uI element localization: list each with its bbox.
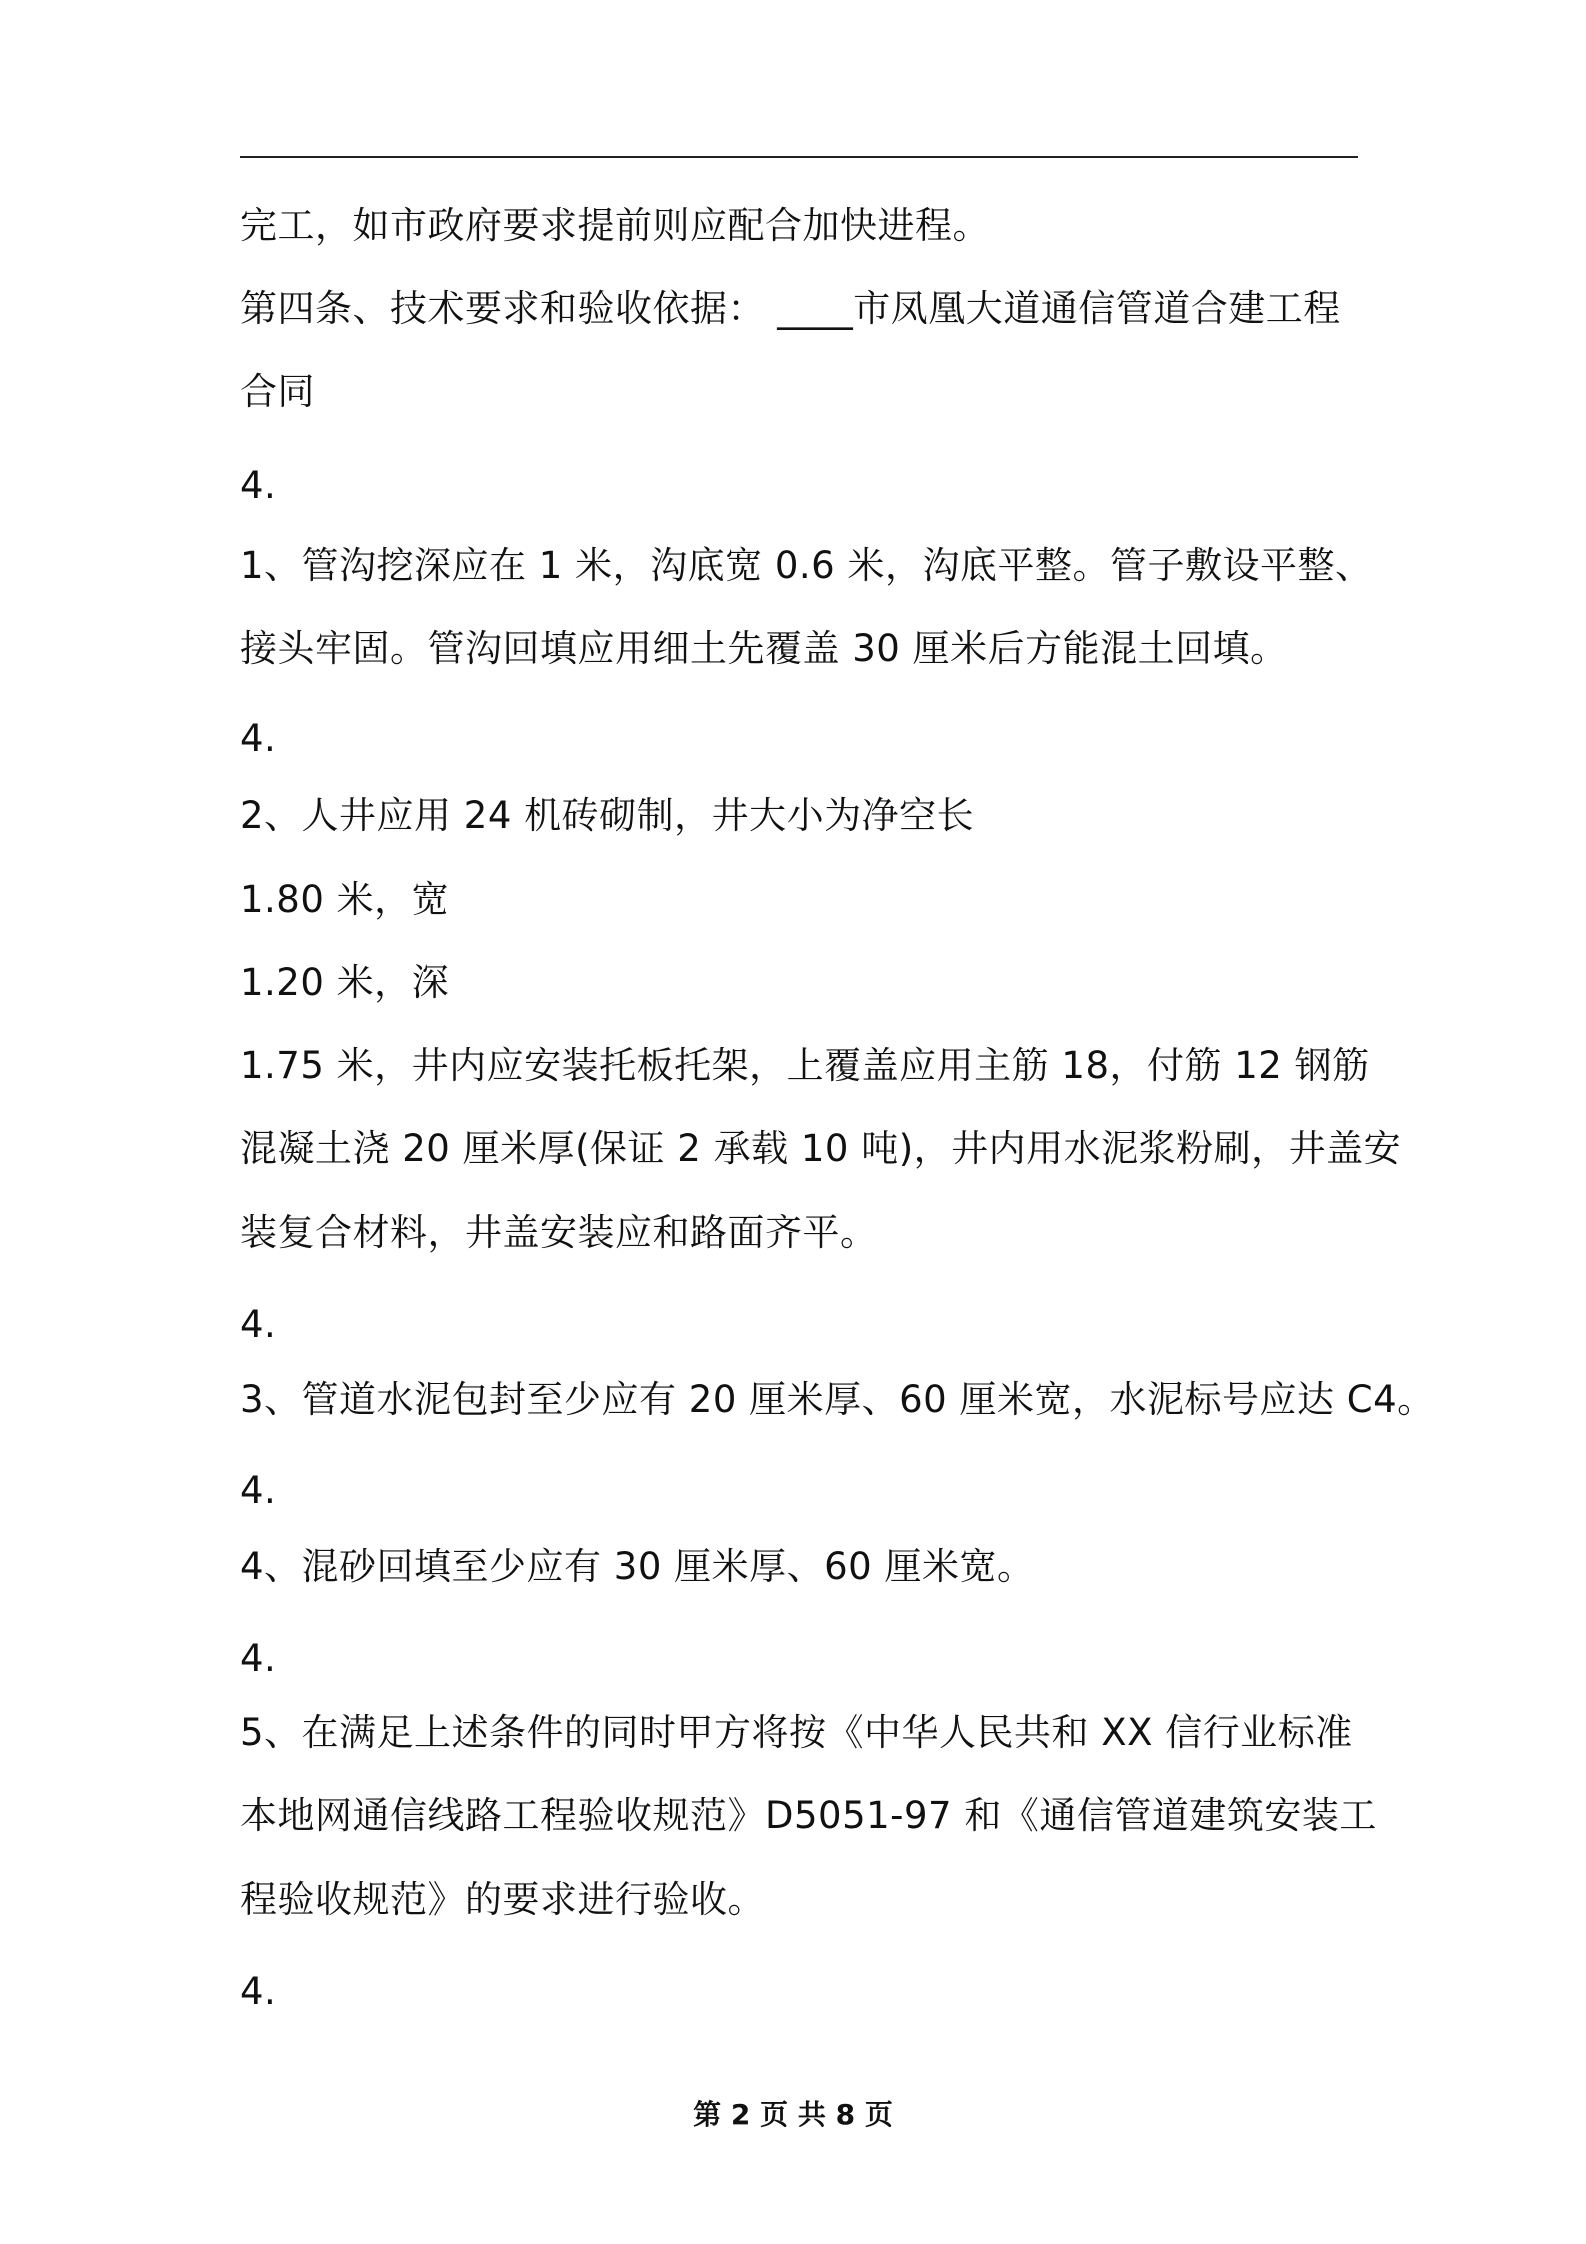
text-line-15: 3、管道水泥包封至少应有 20 厘米厚、60 厘米宽，水泥标号应达 C4。 <box>240 1378 1435 1421</box>
text-line-9: 1.80 米，宽 <box>240 878 450 921</box>
text-line-19: 5、在满足上述条件的同时甲方将按《中华人民共和 XX 信行业标准 <box>240 1711 1353 1754</box>
text-line-2: 第四条、技术要求和验收依据： ____市凤凰大道通信管道合建工程 <box>240 287 1341 330</box>
text-line-11: 1.75 米，井内应安装托板托架，上覆盖应用主筋 18，付筋 12 钢筋 <box>240 1044 1370 1087</box>
text-line-10: 1.20 米，深 <box>240 961 450 1004</box>
text-line-17: 4、混砂回填至少应有 30 厘米厚、60 厘米宽。 <box>240 1545 1035 1588</box>
text-line-1: 完工，如市政府要求提前则应配合加快进程。 <box>240 204 990 247</box>
text-line-12: 混凝土浇 20 厘米厚(保证 2 承载 10 吨)，井内用水泥浆粉刷，井盖安 <box>240 1127 1402 1170</box>
header-rule <box>240 156 1358 158</box>
text-line-3: 合同 <box>240 370 315 413</box>
text-line-21: 程验收规范》的要求进行验收。 <box>240 1878 765 1921</box>
text-line-14: 4. <box>240 1303 277 1346</box>
text-line-7: 4. <box>240 717 277 760</box>
text-line-22: 4. <box>240 1970 277 2013</box>
text-line-8: 2、人井应用 24 机砖砌制，井大小为净空长 <box>240 794 975 837</box>
text-line-6: 接头牢固。管沟回填应用细土先覆盖 30 厘米后方能混土回填。 <box>240 627 1288 670</box>
page-number: 第 2 页 共 8 页 <box>693 2098 893 2131</box>
text-line-4: 4. <box>240 464 277 507</box>
text-line-18: 4. <box>240 1637 277 1680</box>
text-line-16: 4. <box>240 1469 277 1512</box>
text-line-13: 装复合材料，井盖安装应和路面齐平。 <box>240 1211 878 1254</box>
text-line-20: 本地网通信线路工程验收规范》D5051-97 和《通信管道建筑安装工 <box>240 1794 1377 1837</box>
text-line-5: 1、管沟挖深应在 1 米，沟底宽 0.6 米，沟底平整。管子敷设平整、 <box>240 544 1373 587</box>
